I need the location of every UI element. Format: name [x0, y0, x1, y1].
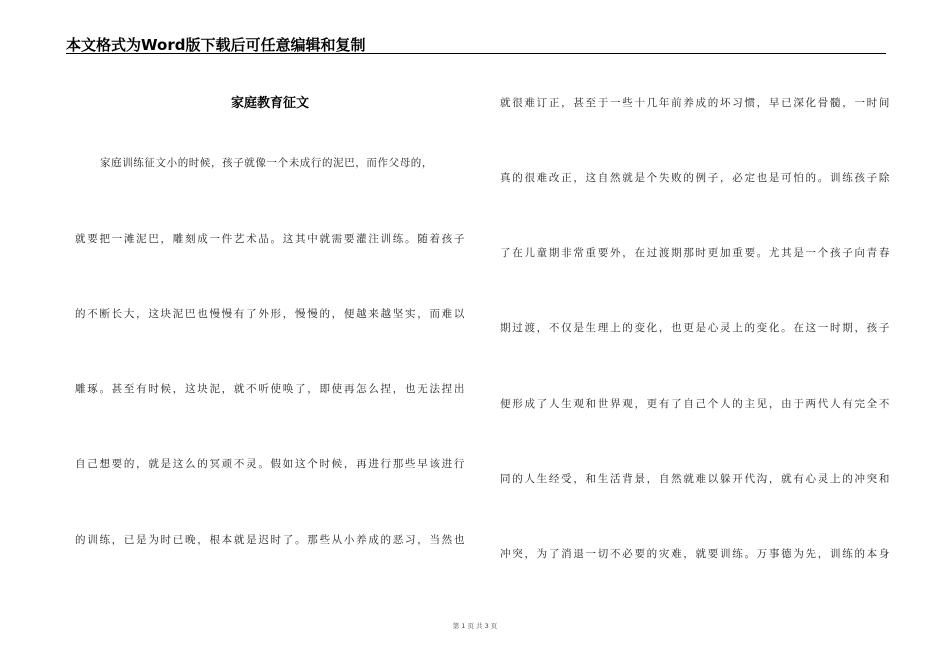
- right-paragraph-line: 期过渡，不仅是生理上的变化，也更是心灵上的变化。在这一时期，孩子: [500, 322, 890, 334]
- left-paragraph-line: 雕琢。甚至有时候，这块泥，就不听使唤了，即使再怎么捏，也无法捏出: [75, 383, 465, 395]
- left-paragraph-line: 家庭训练征文小的时候，孩子就像一个未成行的泥巴，而作父母的，: [100, 157, 433, 169]
- right-paragraph-line: 了在儿童期非常重要外，在过渡期那时更加重要。尤其是一个孩子向青春: [500, 247, 890, 259]
- left-paragraph-line: 就要把一滩泥巴，雕刻成一件艺术品。这其中就需要灌注训练。随着孩子: [75, 233, 465, 245]
- left-paragraph-line: 的训练，已是为时已晚，根本就是迟时了。那些从小养成的恶习，当然也: [75, 534, 465, 546]
- right-paragraph-line: 同的人生经受，和生活背景，自然就难以躲开代沟，就有心灵上的冲突和: [500, 473, 890, 485]
- right-paragraph-line: 便形成了人生观和世界观，更有了自己个人的主见，由于两代人有完全不: [500, 398, 890, 410]
- left-paragraph-line: 的不断长大，这块泥巴也慢慢有了外形，慢慢的，便越来越坚实，而难以: [75, 308, 465, 320]
- right-paragraph-line: 冲突，为了消退一切不必要的灾难，就要训练。万事德为先，训练的本身: [500, 548, 890, 560]
- page-number: 第 1 页 共 3 页: [452, 622, 498, 630]
- right-paragraph-line: 真的很难改正，这自然就是个失败的例子，必定也是可怕的。训练孩子除: [500, 172, 890, 184]
- document-title: 家庭教育征文: [230, 96, 309, 111]
- right-paragraph-line: 就很难订正，甚至于一些十几年前养成的坏习惯，早已深化骨髓，一时间: [500, 97, 890, 109]
- document-header: 本文格式为Word版下载后可任意编辑和复制: [66, 36, 366, 54]
- header-divider: [66, 53, 886, 54]
- left-paragraph-line: 自己想要的，就是这么的冥顽不灵。假如这个时候，再进行那些早该进行: [75, 458, 465, 470]
